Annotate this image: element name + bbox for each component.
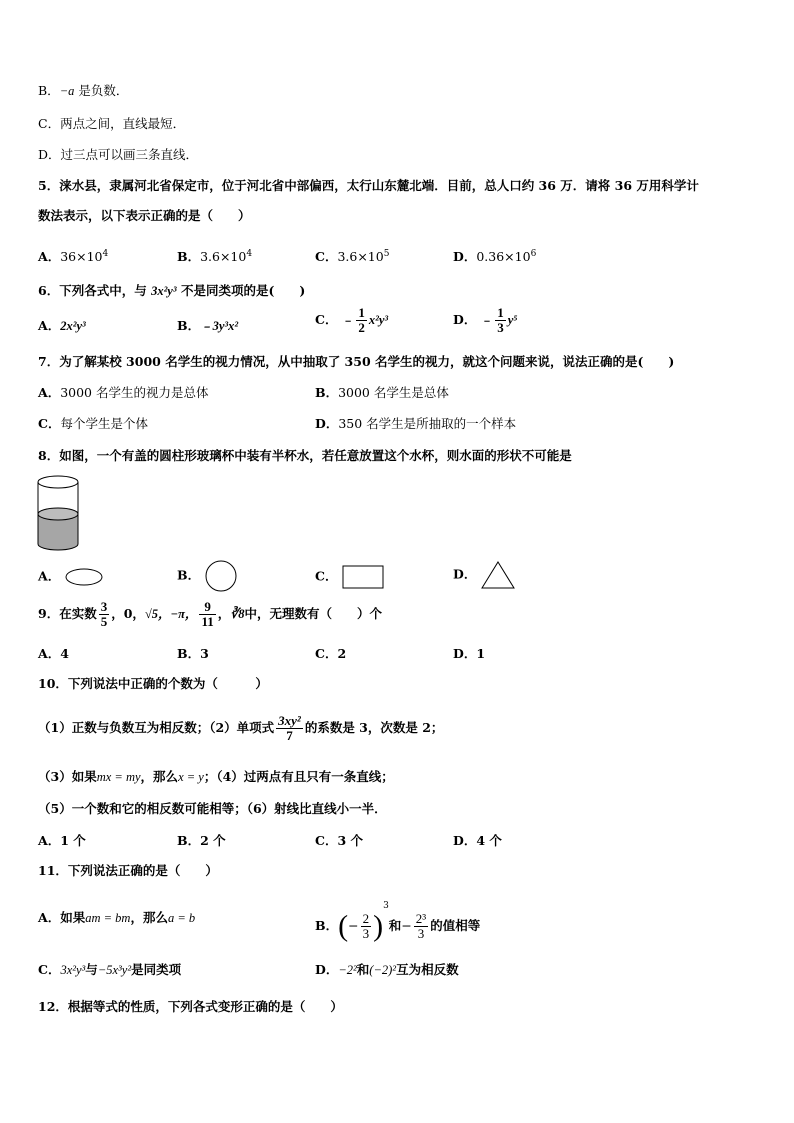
- stem-text: 9．在实数: [38, 606, 97, 621]
- q9-stem: 9．在实数 $\frac{3}{5}$ ，0，√5，−π， $\frac{9}{11}$ ，∛8中，无理数有（ ）个: [38, 599, 382, 629]
- sqrt-expr: √5: [144, 607, 159, 621]
- rectangle-shape: [341, 564, 385, 590]
- denominator: 2: [358, 320, 365, 335]
- denominator: 3: [362, 926, 370, 941]
- math-expr: y⁵: [507, 313, 518, 327]
- q10-option-d: [453, 833, 502, 849]
- option-text: 是负数．: [78, 83, 129, 98]
- option-text: 的值相等: [430, 918, 481, 933]
- q12-stem: 12．根据等式的性质，下列各式变形正确的是（ ）: [38, 999, 343, 1014]
- ellipse-shape: [64, 567, 104, 587]
- option-text: 3 个: [337, 833, 364, 848]
- triangle-shape: [480, 560, 516, 590]
- option-text: 3000 名学生是总体: [338, 385, 449, 400]
- option-base: 3.6×10: [337, 249, 384, 265]
- q11-stem: 11．下列说法正确的是（ ）: [38, 863, 218, 878]
- option-exp: 5: [383, 249, 390, 259]
- denominator: 11: [201, 614, 214, 629]
- numerator: 3xy²: [278, 713, 301, 728]
- q8-option-d: [453, 560, 516, 590]
- q7-option-c: [38, 416, 148, 432]
- option-text: 1 个: [60, 833, 86, 848]
- minus-sign: ﹣: [480, 312, 494, 327]
- option-base: 0.36×10: [476, 249, 531, 265]
- option-letter: B．: [177, 567, 201, 583]
- option-text: 每个学生是个体: [60, 416, 148, 431]
- cylinder-cup-figure: [36, 474, 82, 554]
- option-letter: A．: [38, 833, 61, 848]
- option-text: 和: [388, 918, 402, 933]
- statement-text: ，那么: [140, 769, 179, 784]
- option-letter: B．: [177, 318, 201, 333]
- left-paren: (: [338, 909, 349, 943]
- option-text: 4 个: [476, 833, 502, 848]
- option-letter: D．: [315, 416, 339, 431]
- q9-option-b: [177, 646, 209, 662]
- statement-text: （1）正数与负数互为相反数；（2）单项式: [38, 720, 275, 735]
- option-letter: B．: [315, 385, 339, 400]
- option-letter: D．: [315, 962, 339, 977]
- math-expr: 2x²y³: [60, 319, 86, 333]
- statement-text: ；（4）过两点有且只有一条直线；: [203, 769, 394, 784]
- fraction: [414, 912, 428, 941]
- q10-option-a: [38, 833, 86, 849]
- option-exp: 4: [102, 249, 109, 259]
- option-letter: A．: [38, 385, 61, 400]
- option-letter: D．: [453, 566, 477, 582]
- stem-text: 6．下列各式中，与: [38, 283, 152, 298]
- circle-shape: [204, 560, 238, 592]
- numerator: 1: [358, 305, 365, 320]
- math-expr: −a: [59, 84, 75, 98]
- q10-statement-1-2: [38, 714, 443, 743]
- option-letter: A．: [38, 249, 61, 265]
- q5-option-d: [453, 246, 536, 265]
- prev-option-d: [38, 147, 198, 163]
- option-letter: D．: [453, 646, 477, 661]
- option-letter: D．: [453, 249, 477, 265]
- option-letter: A．: [38, 318, 61, 333]
- fraction: [361, 912, 372, 941]
- fraction: [99, 600, 110, 629]
- option-text: 350 名学生是所抽取的一个样本: [338, 416, 517, 431]
- q11-option-a: [38, 910, 195, 926]
- option-letter: B．: [315, 918, 339, 933]
- option-letter: B．: [177, 646, 201, 661]
- math-expr: mx = my: [96, 770, 141, 784]
- option-text: 3: [200, 646, 209, 661]
- option-text: 是同类项: [131, 962, 182, 977]
- option-text: 1: [476, 646, 486, 661]
- option-letter: A．: [38, 568, 61, 584]
- minus-sign: ﹣: [341, 312, 355, 327]
- minus-sign: −: [401, 918, 412, 933]
- option-text: 2: [337, 646, 347, 661]
- q6-option-c: [315, 306, 388, 335]
- q5-stem-line2: 数法表示，以下表示正确的是（ ）: [38, 208, 251, 223]
- q5-option-a: [38, 246, 108, 265]
- math-expr: am = bm: [85, 911, 131, 925]
- water-surface: [38, 508, 78, 520]
- option-letter: A．: [38, 910, 61, 925]
- fraction: [356, 306, 367, 335]
- statement-text: 的系数是 3，次数是 2；: [304, 720, 444, 735]
- fraction: [199, 600, 215, 629]
- option-letter: D．: [453, 312, 477, 327]
- cbrt-expr: ∛8: [230, 607, 245, 621]
- option-letter: D．: [38, 147, 61, 162]
- q5-option-c: [315, 246, 389, 265]
- cup-lid: [38, 476, 78, 488]
- option-base: 36×10: [60, 249, 103, 265]
- right-paren: ): [373, 909, 384, 943]
- math-expr: x²y³: [368, 313, 389, 327]
- option-text: 如果: [60, 910, 86, 925]
- q6-option-b: [177, 318, 238, 334]
- math-expr: 3x²y³: [151, 284, 177, 298]
- option-text: 2 个: [200, 833, 226, 848]
- option-text: 4: [60, 646, 69, 661]
- q9-option-a: [38, 646, 69, 662]
- stem-text: 不是同类项的是( ): [176, 283, 306, 298]
- option-text: 与: [85, 962, 98, 977]
- option-letter: C．: [315, 646, 338, 661]
- option-letter: C．: [315, 568, 338, 584]
- denominator: 7: [286, 728, 293, 743]
- q8-option-a: [38, 567, 104, 587]
- numerator: 3: [100, 599, 108, 614]
- option-letter: A．: [38, 646, 61, 661]
- q6-option-d: [453, 306, 518, 335]
- math-expr: a = b: [167, 911, 196, 925]
- q10-option-c: [315, 833, 363, 849]
- q7-option-b: [315, 385, 449, 401]
- option-letter: C．: [315, 249, 338, 265]
- denominator: 3: [417, 926, 425, 941]
- numerator: 1: [497, 305, 504, 320]
- numerator: 9: [199, 600, 215, 615]
- numerator: 2³: [415, 911, 427, 926]
- option-letter: C．: [315, 833, 338, 848]
- q10-option-b: [177, 833, 226, 849]
- option-base: 3.6×10: [200, 249, 247, 265]
- q7-stem: 7．为了解某校 3000 名学生的视力情况，从中抽取了 350 名学生的视力，就这个问题来说，说法正确的是( ): [38, 354, 675, 369]
- q6-stem: [38, 283, 305, 299]
- q11-option-b: [315, 898, 480, 941]
- option-exp: 4: [246, 249, 253, 259]
- math-expr: ﹣3y³x²: [200, 319, 239, 333]
- option-letter: C．: [38, 962, 61, 977]
- q8-option-c: [315, 564, 385, 590]
- prev-option-c: [38, 116, 185, 132]
- option-text: 两点之间，直线最短．: [60, 116, 186, 131]
- q9-option-c: [315, 646, 346, 662]
- q9-option-d: [453, 646, 485, 662]
- q5-option-b: [177, 246, 252, 265]
- option-text: 过三点可以画三条直线．: [60, 147, 199, 162]
- exponent: 3: [383, 901, 389, 911]
- denominator: 5: [100, 614, 108, 629]
- fraction: [276, 714, 303, 743]
- q7-option-d: [315, 416, 516, 432]
- q11-option-d: [315, 962, 459, 978]
- statement-text: （3）如果: [38, 769, 97, 784]
- option-letter: B．: [177, 249, 201, 265]
- pi-expr: ，−π，: [158, 607, 198, 621]
- stem-text: 中，无理数有（ ）个: [244, 606, 382, 621]
- option-letter: C．: [38, 116, 61, 131]
- math-expr: −2²: [338, 963, 357, 977]
- q11-option-c: [38, 962, 181, 978]
- minus-sign: −: [348, 918, 359, 933]
- q7-option-a: [38, 385, 209, 401]
- q8-stem: 8．如图，一个有盖的圆柱形玻璃杯中装有半杯水，若任意放置这个水杯，则水面的形状不可能是: [38, 448, 572, 463]
- stem-text: ，0，: [111, 606, 145, 621]
- fraction: [495, 306, 506, 335]
- math-expr: 3x²y³: [60, 963, 86, 977]
- numerator: 2: [362, 911, 370, 926]
- option-text: 和: [356, 962, 370, 977]
- math-expr: (−2)²: [369, 963, 397, 977]
- q6-option-a: [38, 318, 86, 334]
- option-letter: C．: [38, 416, 61, 431]
- option-letter: D．: [453, 833, 477, 848]
- q8-option-b: [177, 560, 238, 592]
- option-exp: 6: [530, 249, 537, 259]
- math-expr: x = y: [178, 770, 204, 784]
- q10-statement-5-6: （5）一个数和它的相反数可能相等；（6）射线比直线小一半．: [38, 801, 387, 816]
- option-text: 互为相反数: [396, 962, 459, 977]
- math-expr: −5x³y²: [97, 963, 132, 977]
- option-letter: B．: [177, 833, 201, 848]
- q10-stem: 10．下列说法中正确的个数为（ ）: [38, 676, 268, 691]
- option-letter: C．: [315, 312, 338, 327]
- denominator: 3: [497, 320, 504, 335]
- option-letter: B．: [38, 83, 60, 98]
- option-text: 3000 名学生的视力是总体: [60, 385, 209, 400]
- q5-stem-line1: 5．涞水县，隶属河北省保定市，位于河北省中部偏西，太行山东麓北端．目前，总人口约 36 万．请将 36 万用科学计: [38, 178, 699, 193]
- q10-statement-3-4: [38, 769, 394, 785]
- option-text: ，那么: [130, 910, 168, 925]
- prev-option-b: [38, 83, 128, 99]
